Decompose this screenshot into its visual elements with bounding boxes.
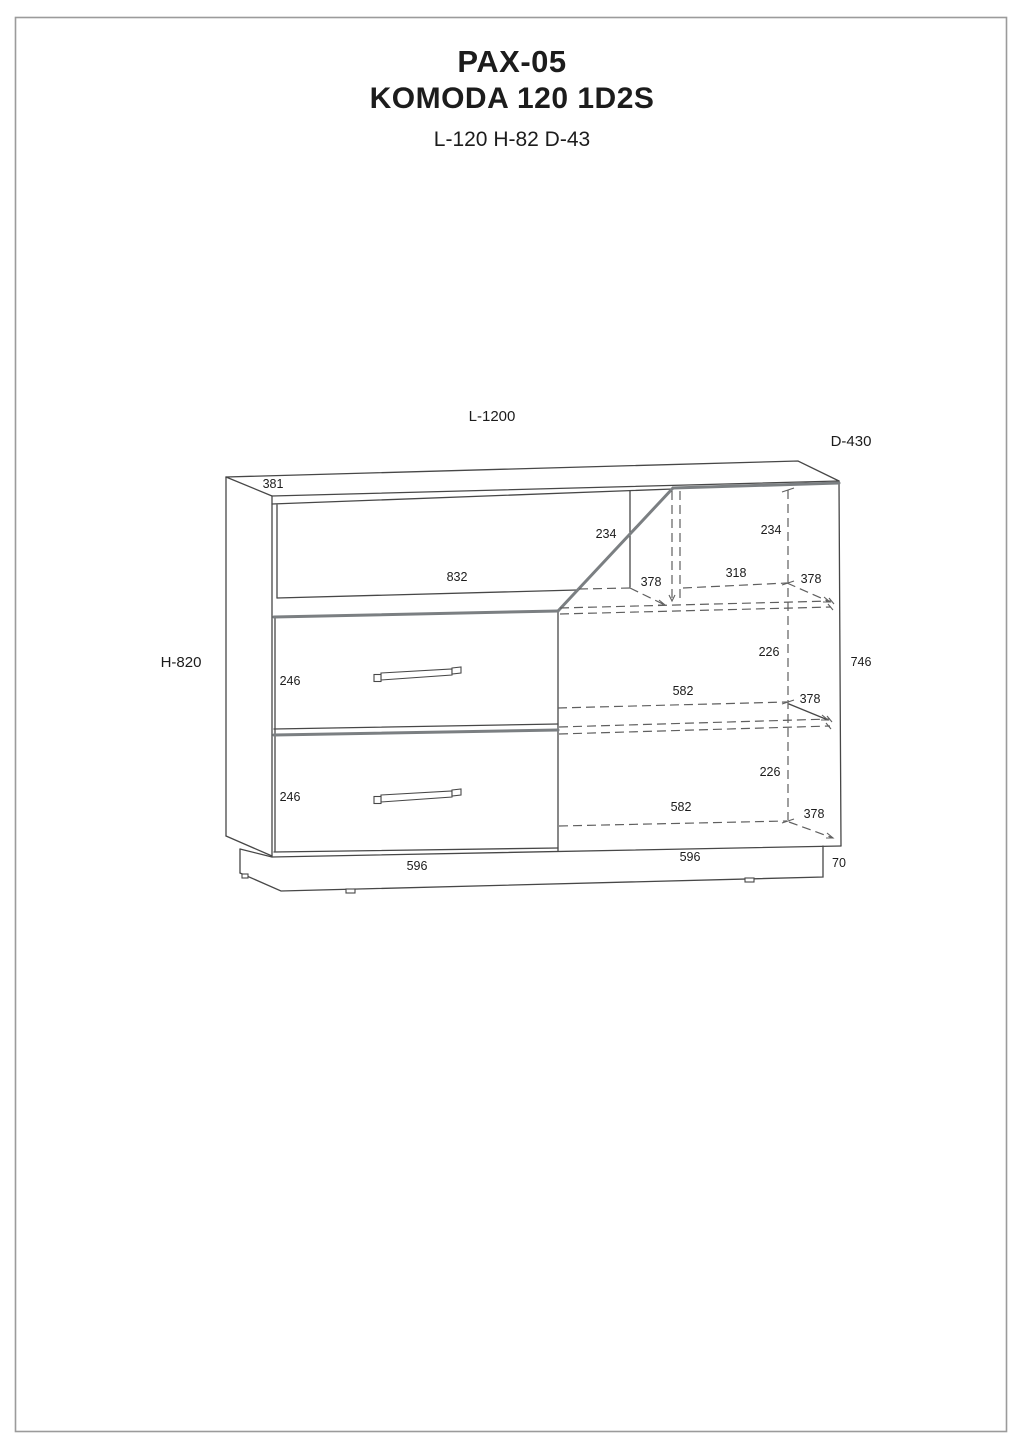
page-title: PAX-05 xyxy=(457,44,567,79)
dim-top-compartment-width: 318 xyxy=(725,566,747,580)
overall-spec-line: L-120 H-82 D-43 xyxy=(433,128,591,151)
depth-label: D-430 xyxy=(830,433,872,450)
part-dimension-labels xyxy=(263,477,872,873)
dim-shelf-width-middle: 582 xyxy=(672,684,694,698)
length-label: L-1200 xyxy=(468,408,516,425)
cabinet-outline xyxy=(226,461,841,857)
foot-left xyxy=(242,874,248,878)
drawer-top-edge-1 xyxy=(274,611,558,617)
plinth xyxy=(240,846,823,893)
dim-interior-height: 746 xyxy=(850,655,872,669)
dim-top-height-right: 234 xyxy=(760,523,782,537)
door-edge xyxy=(558,483,839,611)
drawer-top-edge-2 xyxy=(274,730,558,735)
dim-top-panel-depth: 381 xyxy=(262,477,284,491)
drawer-handle-bottom xyxy=(374,789,461,804)
dim-shelf-depth-middle: 378 xyxy=(799,692,821,706)
dimension-marks xyxy=(658,488,834,838)
drawer-section xyxy=(274,611,558,852)
height-label: H-820 xyxy=(160,654,202,671)
foot-right xyxy=(745,878,754,882)
product-name: KOMODA 120 1D2S xyxy=(369,82,655,115)
foot-center xyxy=(346,889,355,893)
dim-plinth-width-left: 596 xyxy=(406,859,428,873)
dim-shelf-depth-top-right: 378 xyxy=(800,572,822,586)
dim-top-height-left: 234 xyxy=(595,527,617,541)
dim-shelf-gap-upper: 226 xyxy=(758,645,780,659)
dim-niche-width: 832 xyxy=(446,570,468,584)
dim-drawer-height-bottom: 246 xyxy=(279,790,301,804)
dim-shelf-depth-bottom: 378 xyxy=(803,807,825,821)
dim-shelf-width-bottom: 582 xyxy=(670,800,692,814)
interior-hidden-lines xyxy=(558,490,833,838)
dim-plinth-height: 70 xyxy=(832,856,846,870)
drawer-handle-top xyxy=(374,667,461,682)
dim-drawer-height-top: 246 xyxy=(279,674,301,688)
overall-dimension-labels xyxy=(161,408,872,671)
dim-plinth-width-right: 596 xyxy=(679,850,701,864)
dim-shelf-gap-lower: 226 xyxy=(759,765,781,779)
dim-shelf-depth-top-left: 378 xyxy=(640,575,662,589)
